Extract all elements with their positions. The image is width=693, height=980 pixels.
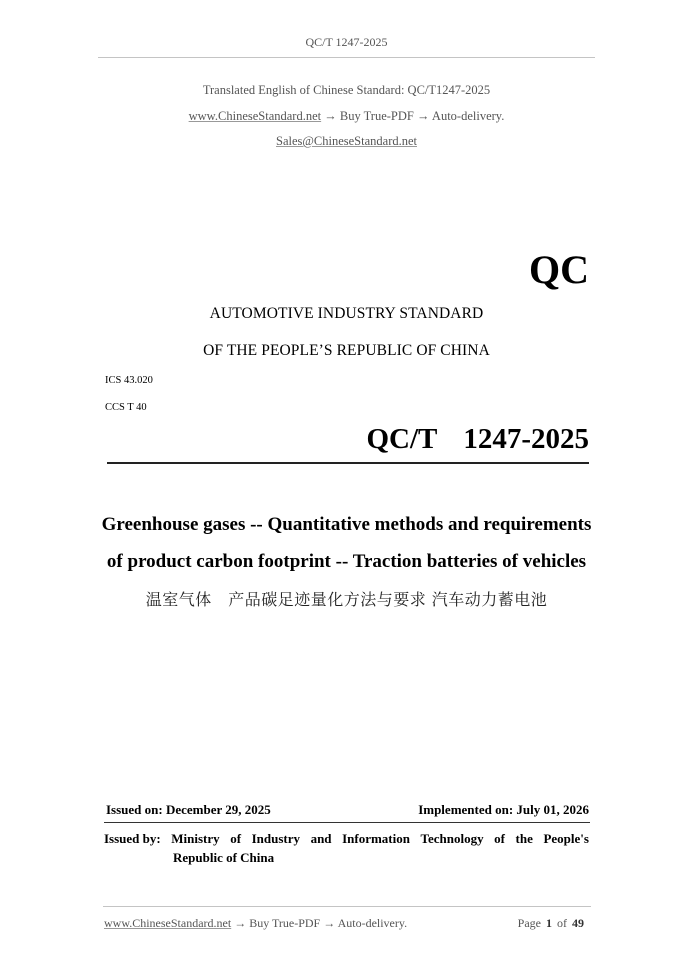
email-line bbox=[0, 134, 693, 149]
issued-by-word: and bbox=[310, 831, 332, 846]
issued-by bbox=[104, 829, 589, 867]
translation-notice: Translated English of Chinese Standard: QC/T1247-2025 bbox=[202, 83, 491, 97]
dates-divider bbox=[104, 822, 590, 823]
issued-by-word: the bbox=[515, 831, 533, 846]
page-indicator bbox=[518, 916, 584, 931]
issued-by-word: of bbox=[494, 831, 505, 846]
sales-email-link[interactable]: Sales@ChineseStandard.net bbox=[276, 134, 417, 148]
title-en-line-1: Greenhouse gases -- Quantitative methods and requirements bbox=[101, 514, 592, 535]
issued-by-line-1 bbox=[104, 829, 589, 848]
page-total: 49 bbox=[572, 916, 584, 930]
footer-site-link[interactable]: www.ChineseStandard.net bbox=[104, 916, 232, 930]
page-of: of bbox=[557, 916, 567, 930]
implemented-on-date: Implemented on: July 01, 2026 bbox=[418, 802, 589, 817]
issued-by-word: People's bbox=[543, 831, 589, 846]
issued-by-word: Ministry bbox=[171, 831, 220, 846]
issued-by-word: Information bbox=[342, 831, 410, 846]
issued-by-line-2: Republic of China bbox=[173, 850, 275, 865]
issued-by-label: Issued by: bbox=[104, 831, 161, 846]
title-divider bbox=[107, 462, 589, 464]
issued-on-date: Issued on: December 29, 2025 bbox=[106, 802, 271, 817]
footer-purchase-line bbox=[104, 916, 407, 931]
footer-divider bbox=[103, 906, 591, 907]
ics-code: ICS 43.020 bbox=[105, 375, 153, 386]
page-current: 1 bbox=[546, 916, 552, 930]
title-en-line-2: of product carbon footprint -- Traction batteries of vehicles bbox=[106, 551, 587, 572]
footer-purchase-text: → Buy True-PDF → Auto-delivery. bbox=[231, 916, 408, 930]
running-header: QC/T 1247-2025 bbox=[305, 35, 388, 49]
header-divider bbox=[98, 57, 595, 58]
site-link[interactable]: www.ChineseStandard.net bbox=[188, 109, 322, 123]
org-line-2: OF THE PEOPLE’S REPUBLIC OF CHINA bbox=[203, 342, 490, 359]
purchase-line bbox=[0, 109, 693, 124]
issued-by-word: of bbox=[230, 831, 242, 846]
qc-logo: QC bbox=[529, 247, 589, 292]
org-line-1: AUTOMOTIVE INDUSTRY STANDARD bbox=[209, 305, 484, 322]
standard-number: QC/T 1247-2025 bbox=[366, 423, 589, 455]
title-zh: 温室气体 产品碳足迹量化方法与要求 汽车动力蓄电池 bbox=[145, 590, 548, 609]
issued-by-word: Industry bbox=[251, 831, 301, 846]
ccs-code: CCS T 40 bbox=[105, 402, 147, 413]
purchase-text: → Buy True-PDF → Auto-delivery. bbox=[321, 109, 505, 123]
issued-by-word: Technology bbox=[420, 831, 484, 846]
page-label: Page bbox=[517, 916, 541, 930]
